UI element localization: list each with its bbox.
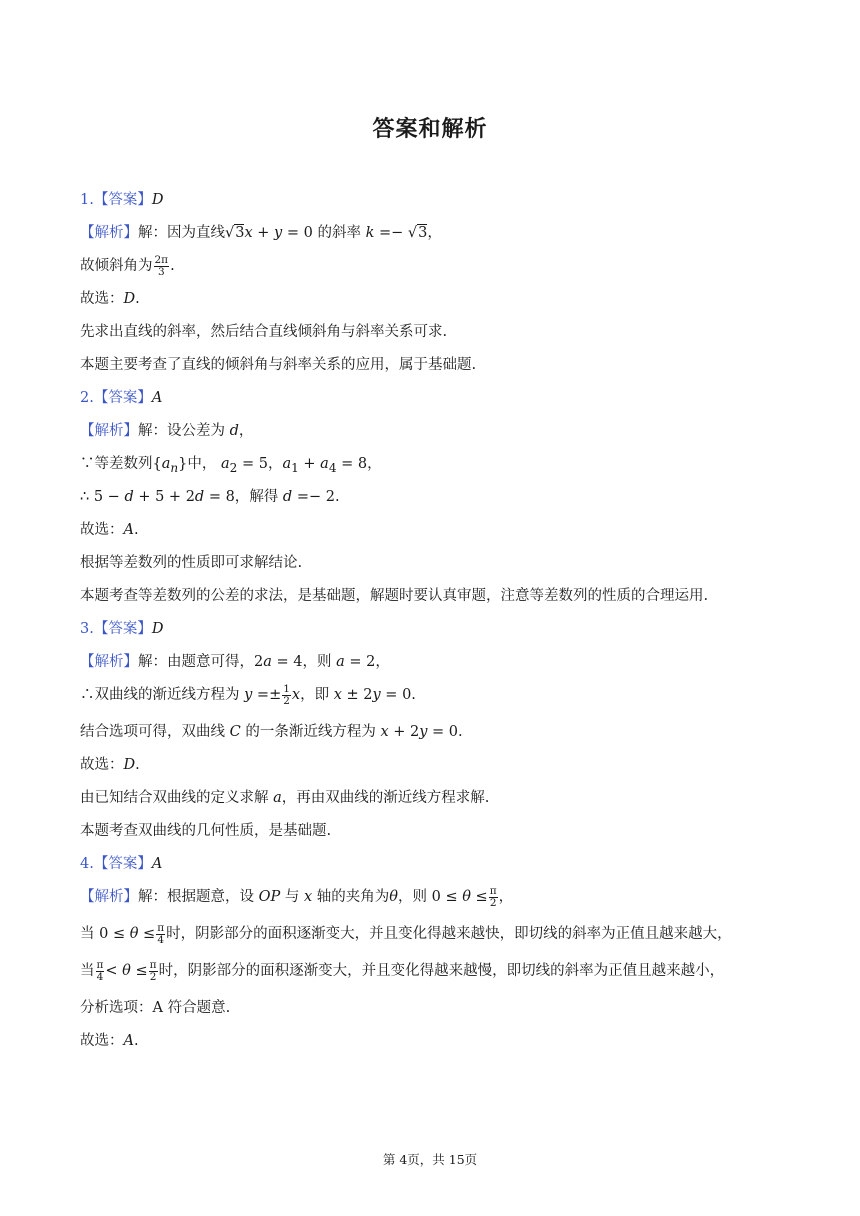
q3-text: 结合选项可得，双曲线 xyxy=(80,724,225,740)
analysis-tag: 【解析】 xyxy=(80,225,138,241)
q3-text: 即 xyxy=(314,687,330,703)
q2-choice-line: 故选：A. xyxy=(80,522,139,538)
q3-method-line: 由已知结合双曲线的定义求解 a，再由双曲线的渐近线方程求解. xyxy=(80,790,490,806)
fraction: $\frac{\pi}{4}$ xyxy=(96,958,104,983)
q1-comment-line: 本题主要考查了直线的倾斜角与斜率关系的应用，属于基础题. xyxy=(80,357,477,373)
q1-text: 故选： xyxy=(80,291,124,307)
q2-number: 2. xyxy=(80,390,94,406)
fraction: $\frac{\pi}{2}$ xyxy=(149,958,157,983)
q1-number: 1. xyxy=(80,192,94,208)
analysis-tag: 【解析】 xyxy=(80,654,138,670)
q1-angle-line: 故倾斜角为 $\frac{2\pi}{3}$ . xyxy=(80,253,175,278)
answer-tag: 【答案】 xyxy=(93,390,152,406)
page-footer: 第 4页，共 15页 xyxy=(382,1152,478,1167)
q2-answer-value: A xyxy=(151,390,163,406)
q1-choice-line: 故选：D. xyxy=(80,291,140,307)
q3-choice-line: 故选：D. xyxy=(80,757,140,773)
q2-given-line: ∵等差数列$\{a_n\}$中， $a_2 = 5$，$a_1 + a_4 = 8$， xyxy=(80,456,382,475)
q2-analysis-line: 【解析】解：设公差为 d， xyxy=(80,423,254,439)
q4-case2-line: 当 $\frac{\pi}{4}$ < θ ≤ $\frac{\pi}{2}$ 时，阴影部分的面积逐渐变大，并且变化得越来越慢，即切线的斜率为正值且越来越小， xyxy=(80,958,725,983)
q3-option-line: 结合选项可得，双曲线 C 的一条渐近线方程为 x + 2y = 0. xyxy=(80,724,463,740)
fraction: $\frac{\pi}{4}$ xyxy=(157,921,165,946)
q4-case1-line: 当 0 ≤ θ ≤ $\frac{\pi}{4}$ 时，阴影部分的面积逐渐变大，并且变化得越来越快，即切线的斜率为正值且越来越大， xyxy=(80,921,732,946)
analysis-tag: 【解析】 xyxy=(80,889,138,905)
q2-method-line: 根据等差数列的性质即可求解结论. xyxy=(80,555,303,571)
q4-text: 解：根据题意，设 xyxy=(138,889,254,905)
q2-text: 解：设公差为 xyxy=(138,423,225,439)
analysis-tag: 【解析】 xyxy=(80,423,138,439)
q1-analysis-line: 【解析】解：因为直线√3x + y = 0 的斜率 k =− √3， xyxy=(80,225,442,241)
q4-answer-value: A xyxy=(151,856,163,872)
q3-text: 由已知结合双曲线的定义求解 xyxy=(80,790,269,806)
q3-text: 则 xyxy=(316,654,332,670)
q3-number: 3. xyxy=(80,621,94,637)
answer-tag: 【答案】 xyxy=(93,621,152,637)
q4-analysis-line: 【解析】解：根据题意，设 OP 与 x 轴的夹角为θ，则 0 ≤ θ ≤ $\frac{\pi}{2}$ ， xyxy=(80,884,514,909)
q4-text: 轴的夹角为 xyxy=(316,889,390,905)
q3-text: ∴双曲线的渐近线方程为 xyxy=(80,687,240,703)
q4-analysis-options-line: 分析选项：A 符合题意. xyxy=(80,1000,231,1016)
q2-comment-line: 本题考查等差数列的公差的求法，是基础题，解题时要认真审题，注意等差数列的性质的合理运用. xyxy=(80,588,709,604)
q4-text: 则 xyxy=(412,889,428,905)
fraction: $\frac{2\pi}{3}$ xyxy=(154,253,169,278)
q4-text: 故选： xyxy=(80,1033,124,1049)
q2-text: 解得 xyxy=(249,489,279,505)
q2-answer-line xyxy=(80,386,780,419)
q1-method-line: 先求出直线的斜率，然后结合直线倾斜角与斜率关系可求. xyxy=(80,324,448,340)
q3-asymptote-line: ∴双曲线的渐近线方程为 y =± $\frac{1}{2}$ x，即 x ± 2y = 0. xyxy=(80,682,416,707)
q3-text: 故选： xyxy=(80,757,124,773)
q3-comment-line: 本题考查双曲线的几何性质，是基础题. xyxy=(80,823,332,839)
q3-answer-line xyxy=(80,617,780,650)
q4-number: 4. xyxy=(80,856,94,872)
q3-text: 再由双曲线的渐近线方程求解. xyxy=(296,790,490,806)
q4-answer-line xyxy=(80,852,780,885)
q1-sqrt-arg: 3 xyxy=(235,225,245,241)
q1-text: 的斜率 xyxy=(317,225,361,241)
q3-analysis-line: 【解析】解：由题意可得，2a = 4，则 a = 2， xyxy=(80,654,390,670)
answer-tag: 【答案】 xyxy=(93,856,152,872)
q1-text: 故倾斜角为 xyxy=(80,258,153,274)
q4-choice-line: 故选：A. xyxy=(80,1033,139,1049)
q4-text: 当 xyxy=(80,926,95,942)
fraction: $\frac{1}{2}$ xyxy=(283,682,290,707)
q4-text: 当 xyxy=(80,963,95,979)
q3-text: 解：由题意可得， xyxy=(138,654,254,670)
q2-text: 中， xyxy=(187,456,217,472)
fraction: $\frac{\pi}{2}$ xyxy=(489,884,497,909)
q4-text: 时，阴影部分的面积逐渐变大，并且变化得越来越慢，即切线的斜率为正值且越来越小， xyxy=(158,963,725,979)
q4-text: 与 xyxy=(284,889,300,905)
q3-text: 的一条渐近线方程为 xyxy=(245,724,376,740)
answer-tag: 【答案】 xyxy=(93,192,152,208)
answer-content xyxy=(80,188,780,1062)
q3-answer-value: D xyxy=(151,621,164,637)
q2-solve-line: ∴ 5 − d + 5 + 2d = 8，解得 d =− 2. xyxy=(80,489,340,505)
q2-text: ∵等差数列 xyxy=(80,456,153,472)
q4-text: 时，阴影部分的面积逐渐变大，并且变化得越来越快，即切线的斜率为正值且越来越大， xyxy=(166,926,732,942)
q1-text: 解：因为直线 xyxy=(138,225,225,241)
q2-text: 故选： xyxy=(80,522,124,538)
q1-sqrt-arg: 3 xyxy=(418,225,428,241)
q1-answer-line xyxy=(80,188,780,221)
page-title: 答案和解析 xyxy=(372,117,488,142)
q1-answer-value: D xyxy=(151,192,164,208)
